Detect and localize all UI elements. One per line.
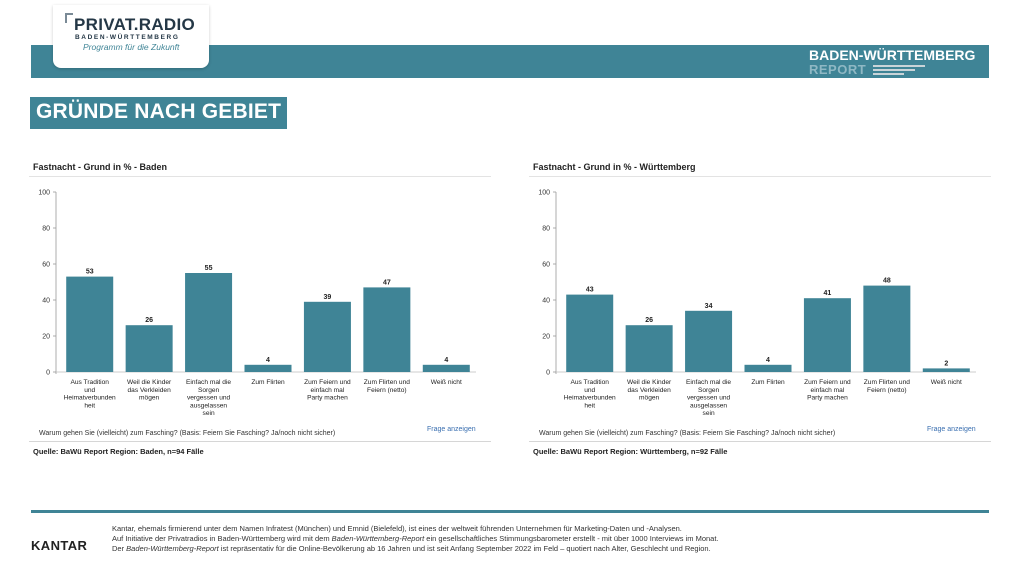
data-label: 41	[823, 290, 832, 298]
x-tick-label: Weiß nicht	[430, 379, 462, 386]
x-tick-label: Aus Tradition und Heimatverbunden heit	[563, 379, 616, 410]
data-label: 53	[85, 268, 94, 276]
bar	[745, 365, 792, 372]
x-tick-label: Zum Flirten	[751, 379, 785, 386]
y-tick-label: 100	[38, 189, 50, 197]
report-brand-line1: BADEN-WÜRTTEMBERG	[809, 47, 976, 63]
report-lines-decoration	[873, 65, 925, 75]
x-tick-label: Weil die Kinder das Verkleiden mögen	[627, 379, 672, 402]
logo-tagline: Programm für die Zukunft	[83, 42, 180, 52]
y-tick-label: 60	[42, 261, 50, 269]
divider	[29, 176, 491, 177]
bar	[126, 325, 173, 372]
x-tick-label: Zum Feiern und einfach mal Party machen	[804, 379, 851, 402]
y-tick-label: 80	[542, 225, 550, 233]
bar	[66, 277, 113, 372]
show-question-link[interactable]: Frage anzeigen	[427, 426, 476, 433]
question-text: Warum gehen Sie (vielleicht) zum Fasching? (Basis: Feiern Sie Fasching? Ja/noch nicht sicher)	[539, 430, 836, 437]
source-note: Quelle: BaWü Report Region: Baden, n=94 Fälle	[33, 447, 204, 456]
y-tick-label: 100	[538, 189, 550, 197]
bar-chart-baden	[29, 181, 491, 425]
y-tick-label: 20	[42, 333, 50, 341]
data-label: 4	[766, 356, 770, 364]
bar	[245, 365, 292, 372]
bar	[423, 365, 470, 372]
divider	[529, 441, 991, 442]
logo-title: PRIVAT.RADIO	[74, 15, 196, 34]
bar	[363, 287, 410, 372]
x-tick-label: Einfach mal die Sorgen vergessen und ausgelassen sein	[186, 379, 232, 418]
bar	[185, 273, 232, 372]
bar	[685, 311, 732, 372]
data-label: 4	[266, 356, 270, 364]
x-tick-label: Aus Tradition und Heimatverbunden heit	[63, 379, 116, 410]
x-tick-label: Weiß nicht	[930, 379, 962, 386]
data-label: 55	[204, 265, 213, 272]
footer-text	[112, 524, 992, 554]
footer-divider	[31, 510, 989, 513]
footer-line-2: Auf Initiative der Privatradios in Baden-Württemberg wird mit dem Baden-Württemberg-Report ein gesellschaftliches Stimmungsbarometer erstellt - mit über 1000 Interviews im Monat.	[112, 534, 719, 543]
source-note: Quelle: BaWü Report Region: Württemberg, n=92 Fälle	[533, 447, 728, 456]
bar	[626, 325, 673, 372]
x-tick-label: Zum Feiern und einfach mal Party machen	[304, 379, 351, 402]
chart-title: Fastnacht - Grund in % - Württemberg	[533, 162, 696, 172]
y-tick-label: 0	[546, 369, 550, 377]
y-tick-label: 80	[42, 225, 50, 233]
bar	[923, 368, 970, 372]
data-label: 47	[382, 279, 391, 287]
y-tick-label: 20	[542, 333, 550, 341]
data-label: 2	[944, 360, 949, 368]
data-label: 26	[645, 317, 654, 325]
x-tick-label: Zum Flirten	[251, 379, 285, 386]
y-tick-label: 40	[42, 297, 50, 305]
question-text: Warum gehen Sie (vielleicht) zum Fasching? (Basis: Feiern Sie Fasching? Ja/noch nicht sicher)	[39, 430, 336, 437]
x-tick-label: Zum Flirten und Feiern (netto)	[863, 379, 910, 394]
show-question-link[interactable]: Frage anzeigen	[927, 426, 976, 433]
bar	[566, 295, 613, 372]
footer-line-1: Kantar, ehemals firmierend unter dem Namen Infratest (München) und Emnid (Bielefeld), ist eines der weltweit führenden Unternehmen für Marketing-Daten und -Analysen.	[112, 524, 682, 533]
y-tick-label: 0	[46, 369, 50, 377]
data-label: 39	[323, 293, 332, 301]
divider	[529, 176, 991, 177]
bar	[863, 286, 910, 372]
y-tick-label: 60	[542, 261, 550, 269]
bar	[804, 298, 851, 372]
section-title: GRÜNDE NACH GEBIET	[30, 97, 287, 129]
data-label: 26	[145, 317, 154, 325]
data-label: 34	[704, 302, 713, 310]
data-label: 43	[585, 286, 594, 294]
divider	[29, 441, 491, 442]
report-brand	[809, 47, 979, 76]
x-tick-label: Zum Flirten und Feiern (netto)	[363, 379, 410, 394]
x-tick-label: Weil die Kinder das Verkleiden mögen	[127, 379, 172, 402]
footer-line-3: Der Baden-Württemberg-Report ist repräsentativ für die Online-Bevölkerung ab 16 Jahren und ist seit Anfang September 2022 im Feld – quotiert nach Alter, Geschlecht und Region.	[112, 544, 711, 553]
chart-panel-wuerttemberg	[529, 157, 991, 462]
privat-radio-logo	[53, 5, 209, 68]
data-label: 48	[882, 277, 891, 285]
kantar-logo: KANTAR	[31, 538, 88, 553]
report-brand-line2: REPORT	[809, 62, 867, 77]
y-tick-label: 40	[542, 297, 550, 305]
bar-chart-wuerttemberg	[529, 181, 991, 425]
logo-bracket-mark	[65, 13, 73, 23]
bar	[304, 302, 351, 372]
x-tick-label: Einfach mal die Sorgen vergessen und ausgelassen sein	[686, 379, 732, 418]
chart-title: Fastnacht - Grund in % - Baden	[33, 162, 168, 172]
data-label: 4	[444, 356, 449, 364]
logo-subtitle: BADEN-WÜRTTEMBERG	[75, 34, 180, 41]
chart-panel-baden	[29, 157, 491, 462]
